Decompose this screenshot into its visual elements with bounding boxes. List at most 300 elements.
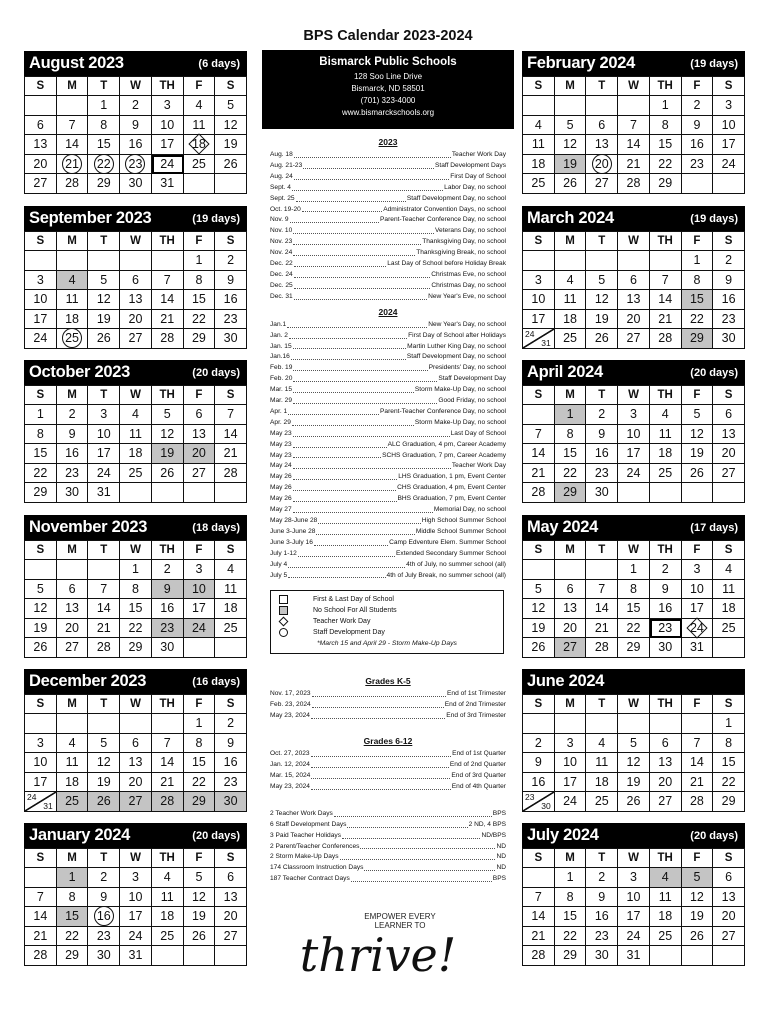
day-cell: 12 xyxy=(184,888,216,908)
month-name: September 2023 xyxy=(29,209,152,227)
day-cell: 8 xyxy=(120,580,152,600)
day-cell: 11 xyxy=(57,753,89,773)
empty-day-cell xyxy=(555,714,587,734)
item-date: Apr. 29 xyxy=(270,418,291,426)
weekday-header: S xyxy=(523,849,555,868)
item-date: Aug. 21-23 xyxy=(270,161,303,169)
grades-612-list xyxy=(262,749,514,793)
weekday-header: W xyxy=(120,695,152,714)
day-cell: 20 xyxy=(555,619,587,639)
month-october-2023 xyxy=(24,360,247,503)
day-number: 24 xyxy=(525,329,535,339)
leader-dots xyxy=(334,809,492,817)
item-date: Aug. 18 xyxy=(270,151,293,158)
day-cell: 8 xyxy=(618,580,650,600)
info-column xyxy=(262,50,514,885)
day-cell: 29 xyxy=(88,174,120,194)
day-cell: 2 xyxy=(88,868,120,888)
item-date: May 26 xyxy=(270,495,292,503)
day-cell: 20 xyxy=(215,907,247,927)
leader-dots xyxy=(312,700,444,708)
weekday-header: S xyxy=(25,541,57,560)
day-cell: 16 xyxy=(120,135,152,155)
day-cell: 11 xyxy=(57,290,89,310)
day-cell: 25 xyxy=(555,329,587,349)
day-cell: 27 xyxy=(184,464,216,484)
month-header xyxy=(24,515,247,540)
list-item xyxy=(262,292,514,303)
day-cell: 24 xyxy=(682,619,714,639)
day-cell-split xyxy=(523,329,555,349)
day-cell: 20 xyxy=(618,310,650,330)
item-date: 6 Staff Development Days xyxy=(270,820,347,828)
item-date: Dec. 31 xyxy=(270,292,293,300)
empty-day-cell xyxy=(523,868,555,888)
item-text: 2 ND, 4 BPS xyxy=(468,820,506,828)
day-cell: 12 xyxy=(25,599,57,619)
empty-day-cell xyxy=(152,946,184,966)
day-cell: 10 xyxy=(523,290,555,310)
month-day-count: (19 days) xyxy=(690,212,738,225)
weekday-header: W xyxy=(618,541,650,560)
leader-dots xyxy=(294,292,427,300)
list-item xyxy=(262,863,514,874)
empty-day-cell xyxy=(25,96,57,116)
empty-day-cell xyxy=(88,560,120,580)
month-name: April 2024 xyxy=(527,363,603,381)
day-cell: 9 xyxy=(650,580,682,600)
day-cell: 30 xyxy=(713,329,745,349)
day-totals xyxy=(262,809,514,885)
weekday-header: W xyxy=(618,232,650,251)
day-cell: 15 xyxy=(184,290,216,310)
item-date: Nov. 24 xyxy=(270,249,293,257)
day-cell: 5 xyxy=(682,868,714,888)
empty-day-cell xyxy=(650,483,682,503)
day-cell: 7 xyxy=(586,580,618,600)
item-text: BPS xyxy=(492,809,506,817)
day-cell: 12 xyxy=(618,753,650,773)
day-cell: 16 xyxy=(215,753,247,773)
day-cell: 1 xyxy=(184,251,216,271)
empty-day-cell xyxy=(57,560,89,580)
day-cell: 29 xyxy=(184,329,216,349)
weekday-header: TH xyxy=(152,849,184,868)
day-cell: 20 xyxy=(184,444,216,464)
weekday-header: TH xyxy=(650,695,682,714)
month-header xyxy=(522,669,745,694)
month-header xyxy=(522,360,745,385)
item-date: July 5 xyxy=(270,571,288,579)
section-2023-heading: 2023 xyxy=(378,137,398,147)
list-item xyxy=(262,226,514,237)
school-address: 128 Soo Line Drive xyxy=(353,72,423,81)
list-item xyxy=(262,760,514,771)
empty-day-cell xyxy=(57,714,89,734)
day-cell: 19 xyxy=(586,310,618,330)
list-item xyxy=(262,270,514,281)
item-date: 174 Classroom Instruction Days xyxy=(270,864,364,872)
leader-dots xyxy=(294,150,451,158)
leader-dots xyxy=(293,396,437,404)
day-cell: 6 xyxy=(184,405,216,425)
day-cell: 8 xyxy=(555,888,587,908)
day-cell: 12 xyxy=(215,116,247,136)
day-cell: 8 xyxy=(650,116,682,136)
day-cell: 17 xyxy=(88,444,120,464)
leader-dots xyxy=(293,451,382,459)
month-name: August 2023 xyxy=(29,54,124,72)
empty-day-cell xyxy=(555,560,587,580)
day-cell: 14 xyxy=(152,290,184,310)
weekday-header: M xyxy=(57,541,89,560)
leader-dots xyxy=(342,831,480,839)
day-cell: 12 xyxy=(682,425,714,445)
day-cell: 18 xyxy=(120,444,152,464)
day-cell: 23 xyxy=(57,464,89,484)
item-date: 2 Teacher Work Days xyxy=(270,809,333,817)
leader-dots xyxy=(293,363,427,371)
school-website[interactable]: www.bismarckschools.org xyxy=(341,108,435,117)
square-icon xyxy=(279,595,288,604)
day-cell: 21 xyxy=(88,619,120,639)
item-text: Last Day of School xyxy=(450,429,506,437)
day-cell: 19 xyxy=(215,135,247,155)
school-header xyxy=(262,50,514,129)
legend xyxy=(270,590,504,654)
weekday-header: TH xyxy=(650,232,682,251)
day-cell: 31 xyxy=(152,174,184,194)
item-date: May 23 xyxy=(270,451,292,459)
day-cell: 24 xyxy=(555,792,587,812)
weekday-header: W xyxy=(120,849,152,868)
list-item xyxy=(262,407,514,418)
item-date: Jan. 15 xyxy=(270,342,292,350)
empty-day-cell xyxy=(650,714,682,734)
day-cell: 25 xyxy=(57,792,89,812)
day-cell: 4 xyxy=(152,868,184,888)
item-date: May 23, 2024 xyxy=(270,782,310,790)
weekday-header: TH xyxy=(152,386,184,405)
day-cell: 3 xyxy=(618,405,650,425)
day-cell: 6 xyxy=(120,734,152,754)
weekday-header: M xyxy=(555,849,587,868)
weekday-header: M xyxy=(555,695,587,714)
legend-item: First & Last Day of School xyxy=(275,594,499,605)
day-cell: 3 xyxy=(88,405,120,425)
day-cell: 20 xyxy=(120,773,152,793)
day-cell: 25 xyxy=(523,174,555,194)
day-cell: 21 xyxy=(215,444,247,464)
day-cell: 28 xyxy=(650,329,682,349)
day-cell: 13 xyxy=(25,135,57,155)
legend-item: Teacher Work Day xyxy=(275,616,499,627)
day-cell: 8 xyxy=(555,425,587,445)
day-cell: 11 xyxy=(586,753,618,773)
empty-day-cell xyxy=(120,251,152,271)
day-cell: 22 xyxy=(184,773,216,793)
day-cell: 4 xyxy=(586,734,618,754)
empty-day-cell xyxy=(152,483,184,503)
day-cell: 30 xyxy=(586,483,618,503)
item-date: Sept. 25 xyxy=(270,194,295,202)
item-date: 2 Storm Make-Up Days xyxy=(270,853,339,861)
empty-day-cell xyxy=(120,483,152,503)
day-cell: 26 xyxy=(88,329,120,349)
item-text: New Year's Eve, no school xyxy=(428,292,506,300)
day-cell: 22 xyxy=(25,464,57,484)
day-cell: 21 xyxy=(618,155,650,175)
day-cell: 22 xyxy=(88,155,120,175)
item-text: Middle School Summer School xyxy=(415,527,506,535)
school-phone: (701) 323-4000 xyxy=(360,96,416,105)
weekday-header: S xyxy=(215,232,247,251)
day-cell: 18 xyxy=(57,310,89,330)
empty-day-cell xyxy=(523,251,555,271)
day-cell: 25 xyxy=(120,464,152,484)
weekday-header: T xyxy=(586,77,618,96)
month-header xyxy=(24,360,247,385)
empty-day-cell xyxy=(650,946,682,966)
day-cell: 23 xyxy=(586,927,618,947)
list-item xyxy=(262,451,514,462)
item-date: May 24 xyxy=(270,462,292,470)
day-cell: 6 xyxy=(215,868,247,888)
empty-day-cell xyxy=(215,483,247,503)
empty-day-cell xyxy=(555,96,587,116)
day-cell: 1 xyxy=(713,714,745,734)
day-cell: 19 xyxy=(152,444,184,464)
month-name: October 2023 xyxy=(29,363,130,381)
day-cell: 26 xyxy=(586,329,618,349)
leader-dots xyxy=(293,494,397,502)
empty-day-cell xyxy=(57,251,89,271)
day-cell: 27 xyxy=(120,329,152,349)
list-item xyxy=(262,711,514,722)
list-item xyxy=(262,842,514,853)
day-cell: 20 xyxy=(650,773,682,793)
empty-day-cell xyxy=(682,483,714,503)
day-cell: 5 xyxy=(555,116,587,136)
day-cell: 8 xyxy=(713,734,745,754)
day-cell: 3 xyxy=(120,868,152,888)
item-text: Veterans Day, no school xyxy=(435,227,506,235)
day-cell: 21 xyxy=(25,927,57,947)
day-cell: 9 xyxy=(586,425,618,445)
day-cell: 14 xyxy=(586,599,618,619)
day-cell: 14 xyxy=(57,135,89,155)
circle-icon xyxy=(279,628,288,637)
item-date: Oct. 19-20 xyxy=(270,205,301,213)
day-cell: 18 xyxy=(184,135,216,155)
day-cell: 14 xyxy=(152,753,184,773)
empty-day-cell xyxy=(586,251,618,271)
day-cell: 10 xyxy=(618,888,650,908)
day-cell: 12 xyxy=(88,290,120,310)
item-date: Dec. 25 xyxy=(270,281,293,289)
day-cell: 18 xyxy=(152,907,184,927)
day-cell: 21 xyxy=(523,464,555,484)
day-cell: 24 xyxy=(618,927,650,947)
weekday-header: F xyxy=(682,541,714,560)
item-date: Jan. 2 xyxy=(270,331,288,339)
day-cell: 11 xyxy=(215,580,247,600)
list-item xyxy=(262,205,514,216)
leader-dots xyxy=(311,711,445,719)
empty-day-cell xyxy=(713,946,745,966)
day-cell: 17 xyxy=(25,310,57,330)
thrive-logo xyxy=(300,905,470,985)
day-cell: 10 xyxy=(120,888,152,908)
page-title: BPS Calendar 2023-2024 xyxy=(303,28,473,44)
day-cell: 1 xyxy=(88,96,120,116)
weekday-header: M xyxy=(555,77,587,96)
item-text: Labor Day, no school xyxy=(444,183,506,191)
empty-day-cell xyxy=(682,946,714,966)
weekday-header: S xyxy=(25,849,57,868)
empty-day-cell xyxy=(618,251,650,271)
month-day-count: (20 days) xyxy=(192,366,240,379)
leader-dots xyxy=(303,161,434,169)
day-cell: 27 xyxy=(120,792,152,812)
weekday-header: M xyxy=(57,77,89,96)
day-cell: 11 xyxy=(523,135,555,155)
day-cell: 5 xyxy=(215,96,247,116)
item-text: Good Friday, no school xyxy=(438,397,506,405)
item-date: 2 Parent/Teacher Conferences xyxy=(270,842,360,850)
day-cell: 3 xyxy=(523,271,555,291)
leader-dots xyxy=(287,320,427,328)
day-cell: 20 xyxy=(586,155,618,175)
day-cell: 14 xyxy=(88,599,120,619)
month-header xyxy=(522,51,745,76)
day-cell: 11 xyxy=(555,290,587,310)
leader-dots xyxy=(294,259,387,267)
item-date: Feb. 20 xyxy=(270,375,293,383)
day-cell: 24 xyxy=(184,619,216,639)
day-cell: 14 xyxy=(523,907,555,927)
day-cell: 1 xyxy=(555,868,587,888)
list-item xyxy=(262,571,514,582)
day-cell: 25 xyxy=(713,619,745,639)
item-text: End of 1st Quarter xyxy=(452,750,506,758)
leader-dots xyxy=(293,461,451,469)
day-cell: 11 xyxy=(650,425,682,445)
leader-dots xyxy=(293,237,421,245)
slogan-word: thrive! xyxy=(300,928,457,982)
slogan-line-2: LEARNER TO xyxy=(374,921,426,930)
month-header xyxy=(24,206,247,231)
day-cell: 25 xyxy=(152,927,184,947)
day-cell: 16 xyxy=(88,907,120,927)
item-date: Dec. 24 xyxy=(270,270,293,278)
day-cell: 11 xyxy=(120,425,152,445)
leader-dots xyxy=(292,418,414,426)
day-cell: 29 xyxy=(57,946,89,966)
school-city: Bismarck, ND 58501 xyxy=(351,84,425,93)
item-date: Dec. 22 xyxy=(270,260,293,268)
day-cell: 6 xyxy=(650,734,682,754)
month-august-2023 xyxy=(24,51,247,194)
weekday-header: F xyxy=(184,695,216,714)
day-cell: 2 xyxy=(586,405,618,425)
day-cell: 11 xyxy=(184,116,216,136)
day-cell: 6 xyxy=(586,116,618,136)
empty-day-cell xyxy=(25,560,57,580)
day-cell: 9 xyxy=(523,753,555,773)
item-text: CHS Graduation, 4 pm, Event Center xyxy=(397,484,506,492)
day-cell: 10 xyxy=(152,116,184,136)
list-item xyxy=(262,183,514,194)
weekday-header: T xyxy=(586,849,618,868)
day-cell: 13 xyxy=(713,888,745,908)
day-cell: 23 xyxy=(215,773,247,793)
day-cell: 24 xyxy=(120,927,152,947)
weekday-header: TH xyxy=(650,386,682,405)
list-item xyxy=(262,771,514,782)
day-cell: 4 xyxy=(650,405,682,425)
list-item xyxy=(262,161,514,172)
empty-day-cell xyxy=(523,405,555,425)
month-july-2024 xyxy=(522,823,745,966)
day-cell: 8 xyxy=(88,116,120,136)
day-cell: 25 xyxy=(650,927,682,947)
day-cell: 11 xyxy=(152,888,184,908)
item-date: June 3-July 16 xyxy=(270,538,313,546)
month-september-2023 xyxy=(24,206,247,349)
day-cell: 23 xyxy=(120,155,152,175)
day-cell: 18 xyxy=(650,907,682,927)
month-day-count: (17 days) xyxy=(690,521,738,534)
item-text: Camp Edventure Elem. Summer School xyxy=(389,538,506,546)
weekday-header: F xyxy=(682,849,714,868)
day-cell: 10 xyxy=(25,753,57,773)
day-cell: 19 xyxy=(682,444,714,464)
day-cell: 19 xyxy=(25,619,57,639)
item-text: LHS Graduation, 1 pm, Event Center xyxy=(398,473,506,481)
item-date: May 23, 2024 xyxy=(270,712,310,720)
leader-dots xyxy=(311,771,450,779)
empty-day-cell xyxy=(25,714,57,734)
day-cell: 17 xyxy=(682,599,714,619)
weekday-header: TH xyxy=(650,77,682,96)
day-cell: 7 xyxy=(682,734,714,754)
empty-day-cell xyxy=(555,251,587,271)
day-cell: 29 xyxy=(555,946,587,966)
day-cell: 21 xyxy=(57,155,89,175)
list-item xyxy=(262,440,514,451)
day-cell: 17 xyxy=(152,135,184,155)
day-cell: 20 xyxy=(713,444,745,464)
item-text: Last Day of School before Holiday Break xyxy=(387,260,506,268)
item-date: Nov. 9 xyxy=(270,216,289,224)
month-february-2024 xyxy=(522,51,745,194)
month-name: May 2024 xyxy=(527,518,598,536)
leader-dots xyxy=(312,689,446,697)
day-cell: 28 xyxy=(618,174,650,194)
day-cell: 19 xyxy=(184,907,216,927)
day-cell: 2 xyxy=(650,560,682,580)
day-cell: 5 xyxy=(682,405,714,425)
empty-day-cell xyxy=(25,251,57,271)
weekday-header: F xyxy=(184,541,216,560)
day-cell: 29 xyxy=(650,174,682,194)
day-cell: 11 xyxy=(650,888,682,908)
day-cell: 28 xyxy=(88,638,120,658)
leader-dots xyxy=(364,863,495,871)
day-cell: 6 xyxy=(713,868,745,888)
weekday-header: M xyxy=(57,849,89,868)
